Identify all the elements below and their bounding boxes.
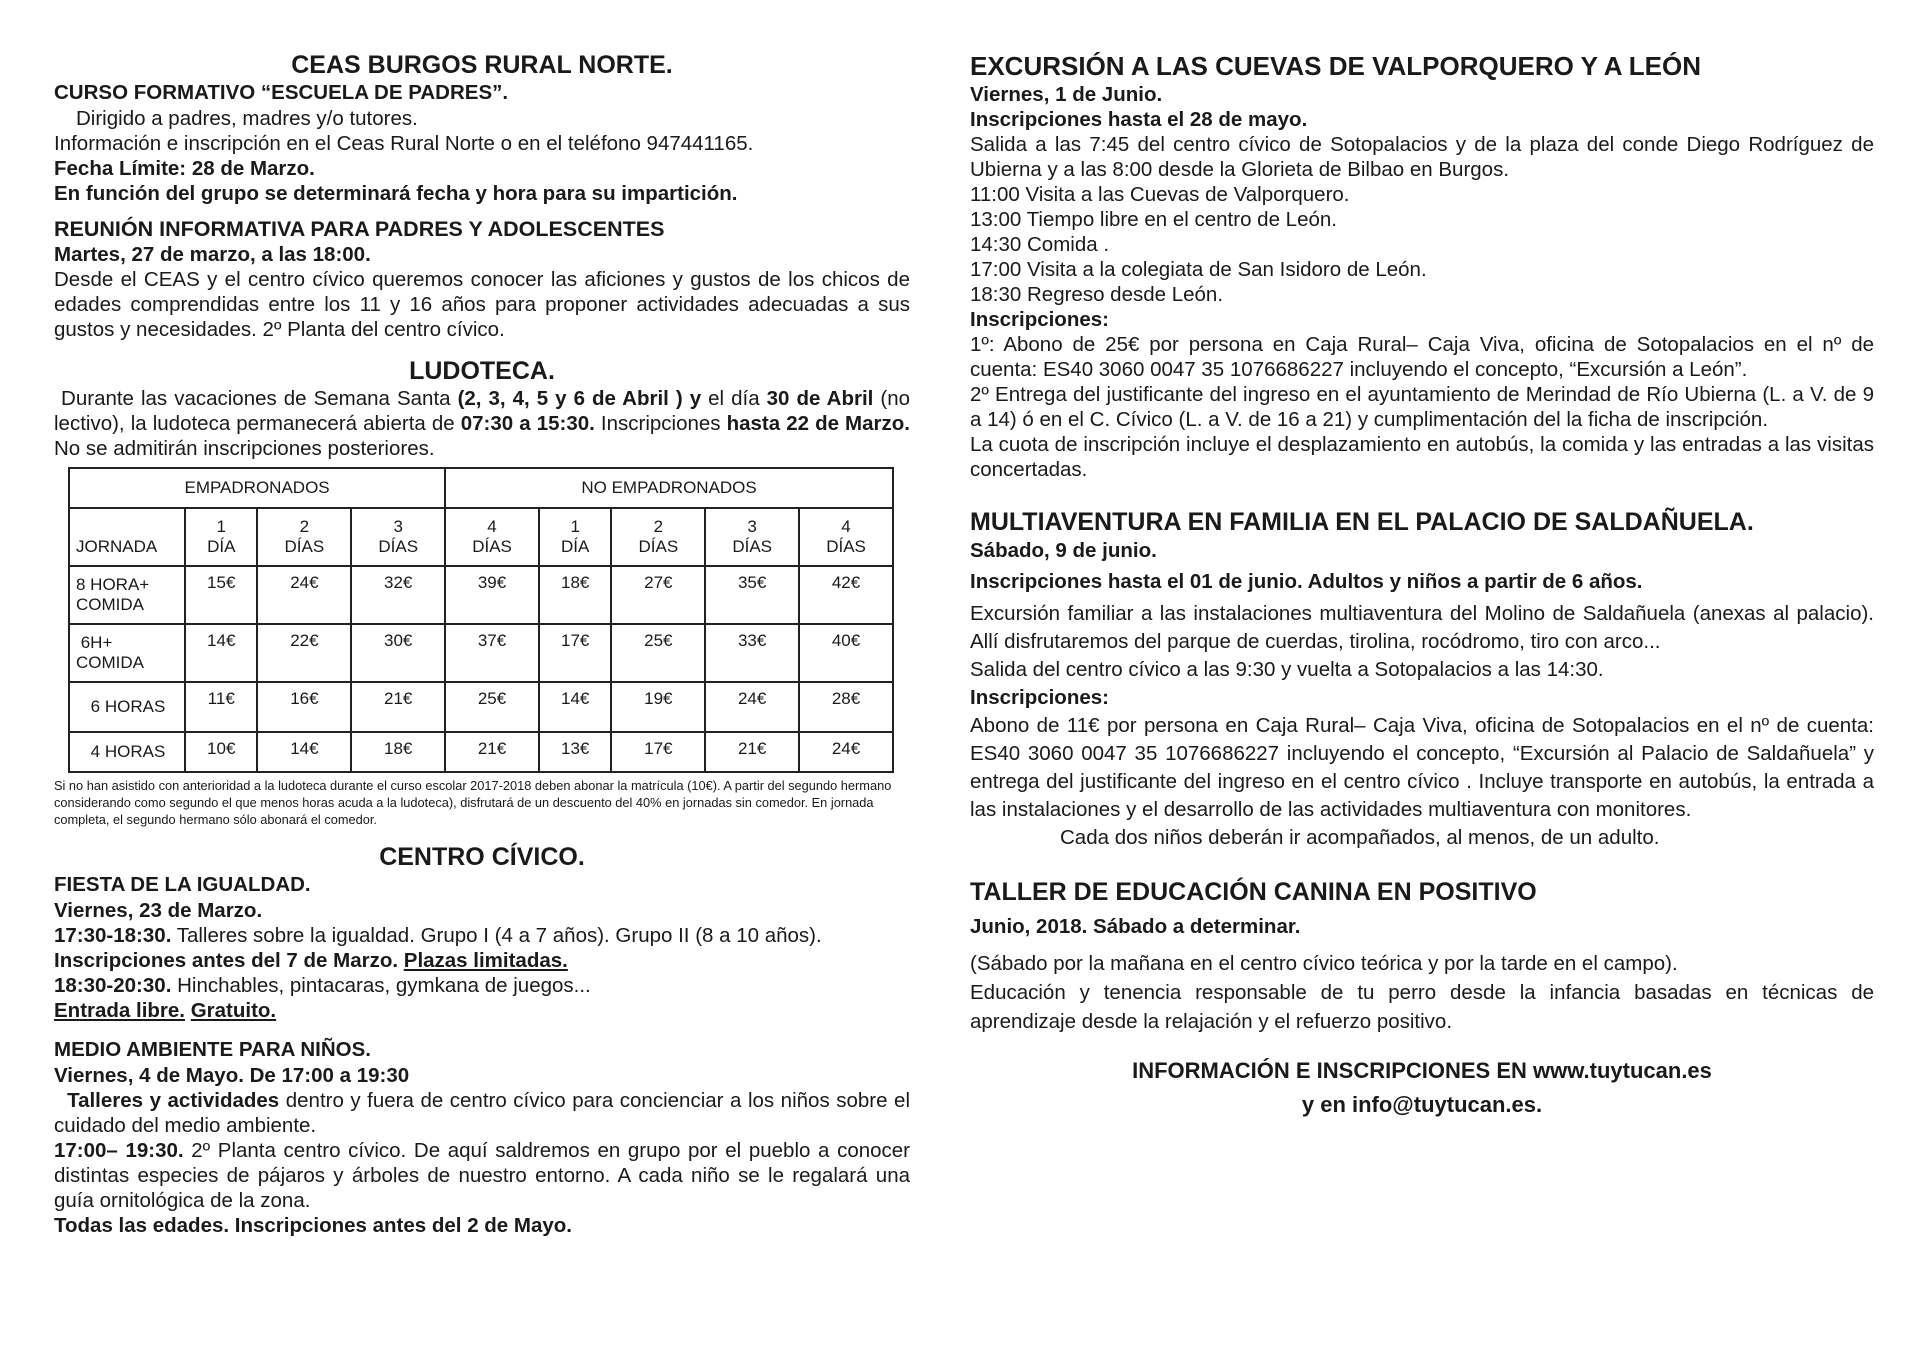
fee-cell: 17€ [611,732,705,772]
fee-cell: 21€ [705,732,799,772]
day-column-header: 3 DÍAS [705,508,799,566]
reunion-text: Desde el CEAS y el centro cívico queremos conocer las aficiones y gustos de los chicos de edades comprendidas entre los 11 y 16 años para proponer actividades adecuadas a sus gustos y necesidades. 2º Planta del centro cívico. [54,268,910,341]
fee-row [69,682,893,732]
fee-cell: 18€ [539,566,611,624]
multi-text2: Salida del centro cívico a las 9:30 y vuelta a Sotopalacios a las 14:30. [970,658,1604,681]
left-column [54,50,910,1238]
medio-date: Viernes, 4 de Mayo. De 17:00 a 19:30 [54,1064,410,1087]
fee-cell: 24€ [257,566,351,624]
schedule-item: 13:00 Tiempo libre en el centro de León. [970,208,1337,231]
fee-cell: 42€ [799,566,893,624]
footer-line1: INFORMACIÓN E INSCRIPCIONES EN www.tuytucan.es [1132,1058,1712,1083]
schedule-item: 11:00 Visita a las Cuevas de Valporquero. [970,183,1350,206]
excursion-schedule [970,182,1874,307]
excursion-title: EXCURSIÓN A LAS CUEVAS DE VALPORQUERO Y A LEÓN [970,51,1701,81]
fee-cell: 22€ [257,624,351,682]
fiesta-title: FIESTA DE LA IGUALDAD. [54,873,311,896]
fiesta-date: Viernes, 23 de Marzo. [54,899,263,922]
fee-cell: 21€ [351,682,445,732]
curso-line1: Dirigido a padres, madres y/o tutores. [76,107,418,130]
ludoteca-fees-table [68,467,894,773]
fee-cell: 14€ [539,682,611,732]
fee-cell: 24€ [799,732,893,772]
medio-title: MEDIO AMBIENTE PARA NIÑOS. [54,1038,371,1061]
fee-cell: 14€ [185,624,257,682]
fee-cell: 16€ [257,682,351,732]
fee-cell: 19€ [611,682,705,732]
fee-cell: 13€ [539,732,611,772]
medio-line3: Todas las edades. Inscripciones antes del 2 de Mayo. [54,1214,573,1237]
day-column-header: 2 DÍAS [611,508,705,566]
medio-line2: 17:00– 19:30. 2º Planta centro cívico. De aquí saldremos en grupo por el pueblo a conocer distintas especies de pájaros y árboles de nuestro entorno. A cada niño se le regalará una guía ornitológica de la zona. [54,1139,911,1212]
day-column-header: 3 DÍAS [351,508,445,566]
ludoteca-note: Si no han asistido con anterioridad a la ludoteca durante el curso escolar 2017-2018 deben abonar la matrícula (10€). A partir del segundo hermano considerando como segundo el que menos horas acuda a la ludoteca), disfrutará de un descuento del 40% en jornadas sin comedor. En jornada completa, el segundo hermano sólo abonará el comedor. [54,778,892,827]
fiesta-line4: Entrada libre. Gratuito. [54,999,277,1022]
taller-text2: Educación y tenencia responsable de tu perro desde la infancia basadas en técnicas de aprendizaje desde la relajación y el refuerzo positivo. [970,981,1874,1033]
multi-insc-label: Inscripciones: [970,686,1109,709]
fee-cell: 37€ [445,624,539,682]
fee-row-label: 4 HORAS [69,732,185,772]
reunion-title: REUNIÓN INFORMATIVA PARA PADRES Y ADOLESCENTES [54,217,665,241]
fee-cell: 17€ [539,624,611,682]
fee-cell: 40€ [799,624,893,682]
fee-cell: 18€ [351,732,445,772]
fee-row [69,566,893,624]
day-column-header: 4 DÍAS [799,508,893,566]
jornada-header: JORNADA [69,508,185,566]
fee-cell: 27€ [611,566,705,624]
taller-text1: (Sábado por la mañana en el centro cívico teórica y por la tarde en el campo). [970,952,1678,975]
taller-title: TALLER DE EDUCACIÓN CANINA EN POSITIVO [970,878,1537,906]
medio-line1: Talleres y actividades dentro y fuera de centro cívico para concienciar a los niños sobre el cuidado del medio ambiente. [54,1089,910,1137]
fee-row-label: 6 HORAS [69,682,185,732]
fee-row-label: 6H+ COMIDA [69,624,185,682]
civico-title: CENTRO CÍVICO. [379,843,585,871]
ludoteca-text: Durante las vacaciones de Semana Santa (2, 3, 4, 5 y 6 de Abril ) y el día 30 de Abril (no lectivo), la ludoteca permanecerá abierta de 07:30 a 15:30. Inscripciones hasta 22 de Marzo. No se admitirán inscripciones posteriores. [54,387,910,460]
fee-cell: 10€ [185,732,257,772]
excursion-deadline: Inscripciones hasta el 28 de mayo. [970,108,1308,131]
multi-deadline: Inscripciones hasta el 01 de junio. Adultos y niños a partir de 6 años. [970,570,1643,593]
fee-cell: 39€ [445,566,539,624]
ceas-title: CEAS BURGOS RURAL NORTE. [291,51,673,79]
multi-title: MULTIAVENTURA EN FAMILIA EN EL PALACIO DE SALDAÑUELA. [970,508,1754,536]
ludoteca-title: LUDOTECA. [409,357,555,385]
fee-cell: 25€ [611,624,705,682]
fee-cell: 35€ [705,566,799,624]
excursion-salida: Salida a las 7:45 del centro cívico de Sotopalacios y de la plaza del conde Diego Rodríguez de Ubierna y a las 8:00 desde la Glorieta de Bilbao en Burgos. [970,133,1874,181]
right-column [970,50,1874,1122]
multi-insc: Abono de 11€ por persona en Caja Rural– Caja Viva, oficina de Sotopalacios en el nº de cuenta: ES40 3060 0047 35 1076686227 incluyendo el concepto, “Excursión al Palacio de Saldañuela” y entrega del justificante del ingreso en el centro cívico . Incluye transporte en autobús, la entrada a las instalaciones y el desarrollo de las actividades multiaventura con monitores. [970,714,1874,821]
schedule-item: 17:00 Visita a la colegiata de San Isidoro de León. [970,258,1427,281]
excursion-insc1: 1º: Abono de 25€ por persona en Caja Rural– Caja Viva, oficina de Sotopalacios en el nº de cuenta: ES40 3060 0047 35 1076686227 incluyendo el concepto, “Excursión a León”. [970,333,1874,381]
reunion-date: Martes, 27 de marzo, a las 18:00. [54,243,371,266]
fee-cell: 33€ [705,624,799,682]
fee-cell: 30€ [351,624,445,682]
multi-date: Sábado, 9 de junio. [970,539,1157,562]
fiesta-line1: 17:30-18:30. Talleres sobre la igualdad. Grupo I (4 a 7 años). Grupo II (8 a 10 años). [54,924,822,947]
excursion-insc2: 2º Entrega del justificante del ingreso en el ayuntamiento de Merindad de Río Ubierna (L. a V. de 9 a 14) ó en el C. Cívico (L. a V. de 16 a 21) y cumplimentación del la ficha de inscripción. [970,383,1874,431]
fee-row [69,732,893,772]
taller-date: Junio, 2018. Sábado a determinar. [970,915,1301,938]
curso-line2: Información e inscripción en el Ceas Rural Norte o en el teléfono 947441165. [54,132,754,155]
fee-cell: 24€ [705,682,799,732]
fee-row [69,624,893,682]
excursion-date: Viernes, 1 de Junio. [970,83,1163,106]
group-empadronados: EMPADRONADOS [69,468,445,508]
fee-row-label: 8 HORA+ COMIDA [69,566,185,624]
multi-adult-note: Cada dos niños deberán ir acompañados, al menos, de un adulto. [1060,826,1660,849]
fee-cell: 25€ [445,682,539,732]
fee-cell: 14€ [257,732,351,772]
day-column-header: 1 DÍA [185,508,257,566]
footer-line2: y en info@tuytucan.es. [1301,1092,1543,1117]
schedule-item: 14:30 Comida . [970,233,1110,256]
schedule-item: 18:30 Regreso desde León. [970,283,1224,306]
curso-deadline: Fecha Límite: 28 de Marzo. [54,157,315,180]
fee-cell: 28€ [799,682,893,732]
fee-cell: 15€ [185,566,257,624]
excursion-insc-label: Inscripciones: [970,308,1109,331]
day-column-header: 1 DÍA [539,508,611,566]
fee-cell: 21€ [445,732,539,772]
day-column-header: 2 DÍAS [257,508,351,566]
multi-text1: Excursión familiar a las instalaciones multiaventura del Molino de Saldañuela (anexas al palacio). Allí disfrutaremos del parque de cuerdas, tirolina, rocódromo, tiro con arco... [970,602,1874,653]
excursion-cuota: La cuota de inscripción incluye el desplazamiento en autobús, la comida y las entradas a las visitas concertadas. [970,433,1874,481]
fiesta-line3: 18:30-20:30. Hinchables, pintacaras, gymkana de juegos... [54,974,591,997]
group-no-empadronados: NO EMPADRONADOS [445,468,893,508]
fee-cell: 11€ [185,682,257,732]
fee-cell: 32€ [351,566,445,624]
fiesta-line2: Inscripciones antes del 7 de Marzo. Plazas limitadas. [54,949,568,972]
day-column-header: 4 DÍAS [445,508,539,566]
curso-note: En función del grupo se determinará fecha y hora para su impartición. [54,182,738,205]
curso-title: CURSO FORMATIVO “ESCUELA DE PADRES”. [54,81,509,104]
